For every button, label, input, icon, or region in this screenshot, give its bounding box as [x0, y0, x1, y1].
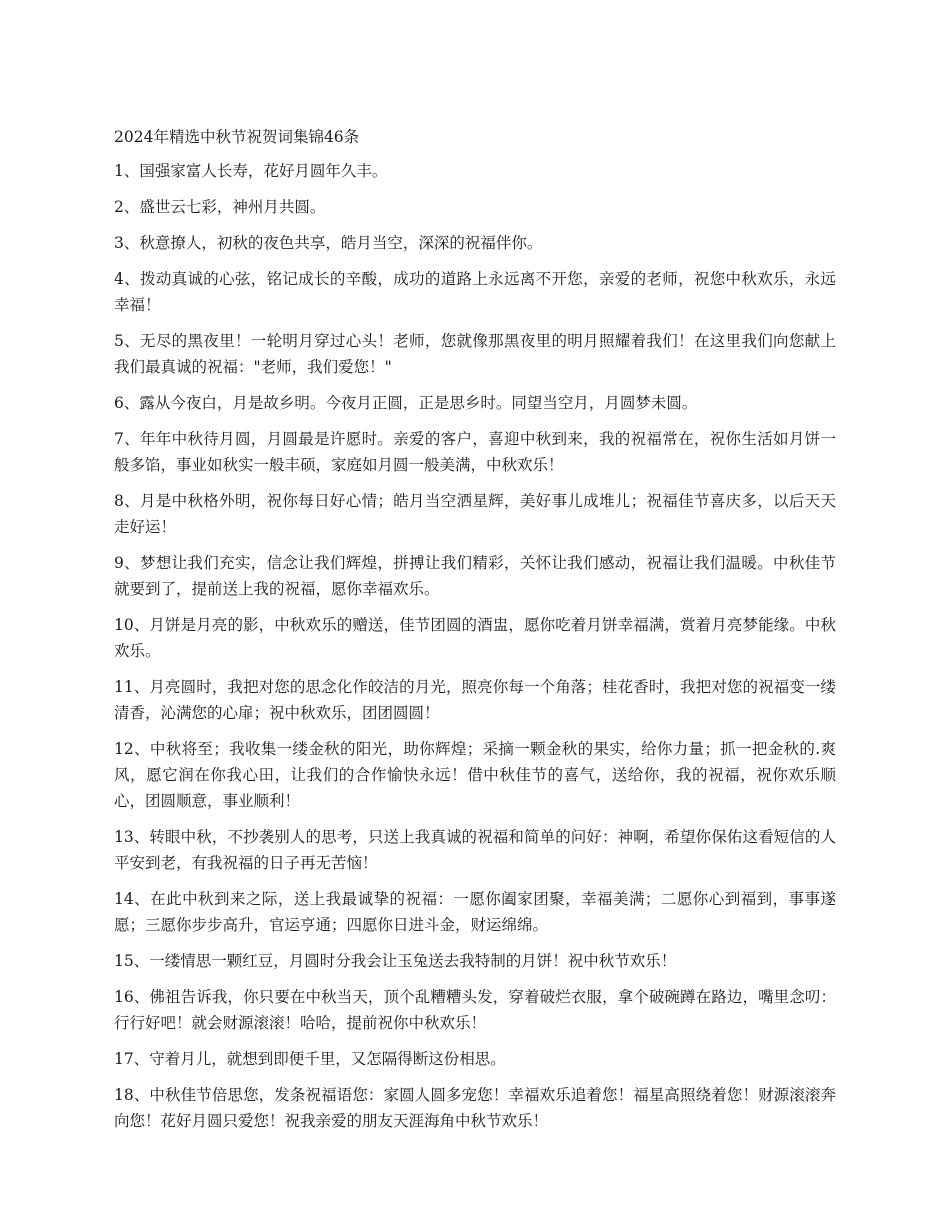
paragraph-1: 1、国强家富人长寿，花好月圆年久丰。 — [114, 162, 388, 180]
paragraph-17: 17、守着月儿，就想到即便千里，又怎隔得断这份相思。 — [114, 1050, 506, 1068]
paragraph-5: 5、无尽的黑夜里！一轮明月穿过心头！老师，您就像那黑夜里的明月照耀着我们！在这里我们向您献上我们最真诚的祝福："老师，我们爱您！" — [114, 332, 836, 376]
paragraph-11: 11、月亮圆时，我把对您的思念化作皎洁的月光，照亮你每一个角落；桂花香时，我把对您的祝福变一缕清香，沁满您的心扉；祝中秋欢乐，团团圆圆！ — [114, 678, 836, 722]
paragraph-9: 9、梦想让我们充实，信念让我们辉煌，拼搏让我们精彩，关怀让我们感动，祝福让我们温暖。中秋佳节就要到了，提前送上我的祝福，愿你幸福欢乐。 — [114, 554, 836, 598]
paragraph-15: 15、一缕情思一颗红豆，月圆时分我会让玉兔送去我特制的月饼！祝中秋节欢乐！ — [114, 952, 677, 970]
paragraph-2: 2、盛世云七彩，神州月共圆。 — [114, 198, 326, 216]
paragraph-list — [114, 158, 836, 1134]
paragraph-16: 16、佛祖告诉我，你只要在中秋当天，顶个乱糟糟头发，穿着破烂衣服，拿个破碗蹲在路边，嘴里念叨：行行好吧！就会财源滚滚！哈哈，提前祝你中秋欢乐！ — [114, 988, 836, 1032]
paragraph-8: 8、月是中秋格外明，祝你每日好心情；皓月当空洒星辉，美好事儿成堆儿；祝福佳节喜庆多，以后天天走好运！ — [114, 492, 836, 536]
paragraph-6: 6、露从今夜白，月是故乡明。今夜月正圆，正是思乡时。同望当空月，月圆梦未圆。 — [114, 394, 698, 412]
paragraph-13: 13、转眼中秋，不抄袭别人的思考，只送上我真诚的祝福和简单的问好：神啊，希望你保佑这看短信的人平安到老，有我祝福的日子再无苦恼！ — [114, 828, 836, 872]
document-page — [114, 124, 836, 1144]
paragraph-4: 4、拨动真诚的心弦，铭记成长的辛酸，成功的道路上永远离不开您，亲爱的老师，祝您中秋欢乐，永远幸福！ — [114, 270, 836, 314]
paragraph-18: 18、中秋佳节倍思您，发条祝福语您：家圆人圆多宠您！幸福欢乐追着您！福星高照绕着您！财源滚滚奔向您！花好月圆只爱您！祝我亲爱的朋友天涯海角中秋节欢乐！ — [114, 1086, 836, 1130]
document-title: 2024年精选中秋节祝贺词集锦46条 — [114, 128, 360, 146]
paragraph-10: 10、月饼是月亮的影，中秋欢乐的赠送，佳节团圆的酒盅，愿你吃着月饼幸福满，赏着月亮梦能缘。中秋欢乐。 — [114, 616, 836, 660]
paragraph-12: 12、中秋将至；我收集一缕金秋的阳光，助你辉煌；采摘一颗金秋的果实，给你力量；抓一把金秋的.爽风，愿它润在你我心田，让我们的合作愉快永远！借中秋佳节的喜气，送给你，我的祝福，祝你欢乐顺心，团圆顺意，事业顺利！ — [114, 740, 836, 810]
paragraph-3: 3、秋意撩人，初秋的夜色共享，皓月当空，深深的祝福伴你。 — [114, 234, 543, 252]
paragraph-14: 14、在此中秋到来之际，送上我最诚挚的祝福：一愿你阖家团聚，幸福美满；二愿你心到福到，事事遂愿；三愿你步步高升，官运亨通；四愿你日进斗金，财运绵绵。 — [114, 890, 836, 934]
paragraph-7: 7、年年中秋待月圆，月圆最是许愿时。亲爱的客户，喜迎中秋到来，我的祝福常在，祝你生活如月饼一般多馅，事业如秋实一般丰硕，家庭如月圆一般美满，中秋欢乐！ — [114, 430, 836, 474]
